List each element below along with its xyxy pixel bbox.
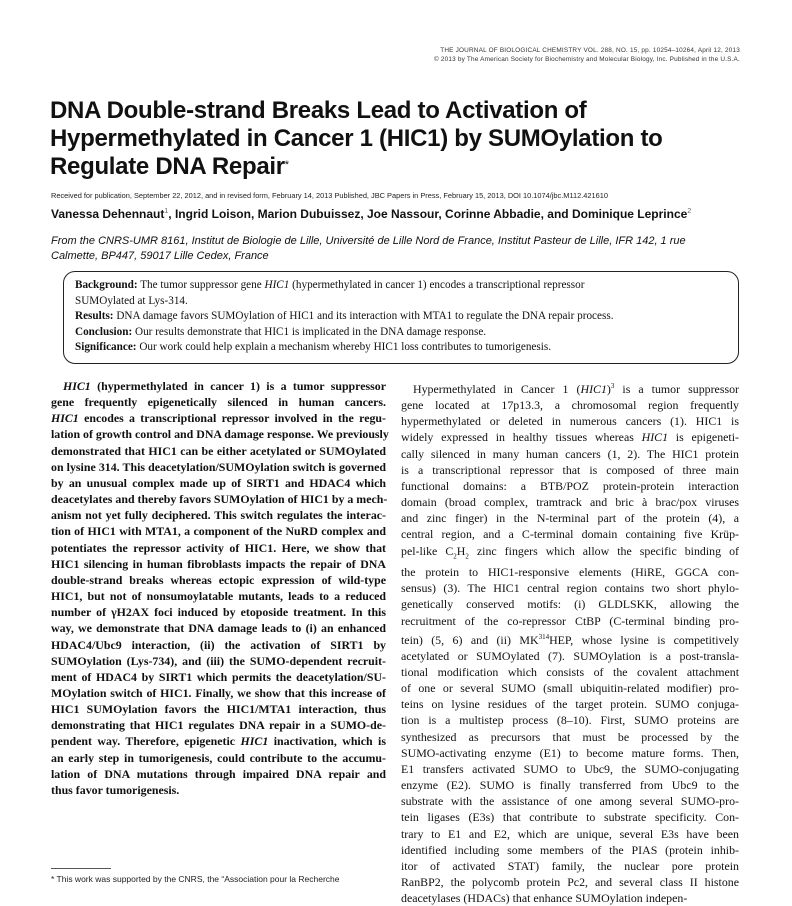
intro-line: RanBP2, the polycomb protein Pc2, and several class II histone	[401, 875, 739, 889]
background-gene: HIC1	[264, 279, 290, 291]
intro-line: widely expressed in healthy tissues whereas HIC1 is epigeneti-	[401, 430, 739, 445]
background-text-post: (hypermethylated in cancer 1) encodes a transcriptional repressor	[289, 279, 585, 291]
received-line: Received for publication, September 22, 2012, and in revised form, February 14, 2013 Published, JBC Papers in Press, February 15, 2013, DOI 10.1074/jbc.M112.421610	[51, 191, 608, 200]
abstract-line: tion of HIC1 with MTA1, a component of the NuRD complex and	[51, 524, 386, 539]
abstract-line: SUMOylation (Lys-734), and (iii) the SUMO-dependent recruit-	[51, 653, 386, 668]
abstract-line: HIC1 silencing in human fibroblasts impacts the repair of DNA	[51, 556, 386, 571]
summary-background-line2: SUMOylated at Lys-314.	[75, 294, 188, 307]
significance-text: Our work could help explain a mechanism whereby HIC1 loss contributes to tumorigenesis.	[139, 341, 552, 353]
author-list: Vanessa Dehennaut$^1$, Ingrid Loison, Marion Dubuissez, Joe Nassour, Corinne Abbadie, and Dominique Leprince$^2$	[51, 207, 692, 221]
title-line-3	[50, 153, 770, 181]
summary-results	[75, 309, 728, 325]
significance-label: Significance:	[75, 341, 137, 353]
intro-line: SUMO-activating enzyme (E1) to become mature forms. Then,	[401, 745, 739, 760]
journal-citation: THE JOURNAL OF BIOLOGICAL CHEMISTRY VOL. 288, NO. 15, pp. 10254–10264, April 12, 2013	[440, 47, 740, 54]
abstract-line: deacetylates and thereby favors SUMOylation of HIC1 by a mech-	[51, 492, 388, 507]
author-name: Corinne Abbadie	[445, 207, 541, 221]
intro-line: synthesized as precursors that must be processed by the	[401, 729, 739, 744]
journal-header	[330, 46, 740, 64]
abstract-line: by an unusual complex made up of SIRT1 and HDAC4 which	[51, 475, 386, 490]
author-name: Joe Nassour	[367, 207, 439, 221]
abstract-column	[51, 378, 389, 798]
abstract-line: gene frequently epigenetically silenced in human cancers.	[51, 395, 386, 410]
footnote-rule	[51, 868, 111, 869]
summary-significance	[75, 340, 728, 356]
intro-line: sensus) (3). The HIC1 central region contains two short phylo-	[401, 581, 739, 596]
abstract-line: anism not yet fully deciphered. This switch regulates the interac-	[51, 508, 386, 523]
introduction-column	[401, 378, 739, 906]
intro-line: tein ligases (E3s) that contribute to substrate specificity. Con-	[401, 810, 739, 825]
author-name: Dominique Leprince	[571, 207, 688, 221]
abstract-line: lation of DNA mutations through impaired DNA repair and	[51, 766, 386, 781]
intro-line: Hypermethylated in Cancer 1 $(HIC1)^3$ is a tumor suppressor	[413, 381, 739, 396]
abstract-line: way, we demonstrate that DNA damage leads to (i) an enhanced	[51, 621, 386, 636]
article-title	[50, 97, 770, 181]
abstract-line: pendent way. Therefore, epigenetic HIC1 inactivation, which is	[51, 734, 386, 749]
results-text: DNA damage favors SUMOylation of HIC1 and its interaction with MTA1 to regulate the DNA repair process.	[116, 310, 614, 322]
abstract-line: demonstrating that HIC1 regulates DNA repair in a SUMO-de-	[51, 718, 386, 733]
abstract-line: HIC1 SUMOylation favors the HIC1/MTA1 interaction, thus	[51, 702, 386, 717]
title-line-1: DNA Double-strand Breaks Lead to Activation of	[50, 97, 587, 124]
title-line-2: Hypermethylated in Cancer 1 (HIC1) by SUMOylation to	[50, 125, 663, 152]
intro-line: is a transcriptional repressor that is composed of three main	[401, 462, 739, 477]
abstract-line: number of γH2AX foci induced by etoposide treatment. In this	[51, 605, 386, 620]
affiliation-line-1: From the CNRS-UMR 8161, Institut de Biologie de Lille, Université de Lille Nord de France, Institut Pasteur de Lille, IFR 142, 1 rue	[51, 235, 686, 247]
intro-line: hypermethylated or deleted in numerous cancers (1). HIC1 is	[401, 414, 739, 429]
abstract-line: HIC1 encodes a transcriptional repressor involved in the regu-	[51, 411, 386, 426]
intro-line: recruitment of the co-repressor CtBP (C-terminal binding pro-	[401, 613, 739, 628]
affiliation	[51, 234, 751, 264]
affiliation-line-2: Calmette, BP447, 59017 Lille Cedex, France	[51, 250, 269, 262]
summary-background	[75, 278, 728, 294]
abstract-line: HIC1, but not of nonsumoylatable mutants, leads to a reduced	[51, 589, 386, 604]
intro-line: enzyme (E2). SUMO is finally transferred from Ubc9 to the	[401, 778, 739, 793]
background-text: The tumor suppressor gene	[140, 279, 265, 291]
abstract-line: demonstrated that HIC1 can be either acetylated or SUMOylated	[51, 443, 386, 458]
intro-line: and zinc finger) in the N-terminal part of the protein (4), a	[401, 511, 739, 526]
intro-line: E1 transfers activated SUMO to Ubc9, the SUMO-conjugating	[401, 761, 739, 776]
author-affiliation-mark: 2	[687, 208, 692, 215]
abstract-line: an early step in tumorigenesis, could contribute to the accumu-	[51, 750, 386, 765]
abstract-line: double-strand breaks whereas ectopic expression of wild-type	[51, 572, 386, 587]
intro-line: functional domains: a BTB/POZ protein-protein interaction	[401, 478, 739, 493]
conclusion-text: Our results demonstrate that HIC1 is implicated in the DNA damage response.	[135, 325, 487, 338]
intro-line: trary to E1 and E2, which are unique, several E3s have been	[401, 826, 739, 841]
author-name: Vanessa Dehennaut	[51, 207, 165, 221]
intro-line: itor of activated STAT) family, the nuclear pore protein	[401, 858, 739, 873]
intro-line: acetylated or SUMOylated (7). SUMOylation is a post-transla-	[401, 648, 739, 663]
intro-line: identified including some members of the PIAS (protein inhib-	[401, 842, 739, 857]
title-footnote-mark: *	[284, 159, 289, 171]
intro-line: the protein to HIC1-responsive elements (HiRE, GGCA con-	[401, 565, 739, 580]
abstract-line: on lysine 314. This deacetylation/SUMOylation switch is governed	[51, 459, 386, 474]
abstract-line: thus favor tumorigenesis.	[51, 782, 180, 797]
intro-line: tion is a multistep process (8–10). First, SUMO proteins are	[401, 713, 739, 728]
intro-line: central region, and a C-terminal domain containing five Krüp-	[401, 527, 739, 542]
abstract-line: MOylation switch of HIC1. Finally, we show that this increase of	[51, 685, 386, 700]
abstract-line: lation of growth control and DNA damage response. We previously	[51, 427, 389, 442]
author-name: Marion Dubuissez	[257, 207, 361, 221]
results-label: Results:	[75, 310, 114, 322]
intro-line: deacetylases (HDACs) that enhance SUMOylation indepen-	[401, 891, 688, 906]
intro-line: substrate with the assistance of one among several SUMO-pro-	[401, 794, 739, 809]
conclusion-label: Conclusion:	[75, 325, 133, 338]
intro-line: teins on lysine residues of the target protein. SUMO conjuga-	[401, 697, 739, 712]
intro-line: cally silenced in many human cancers (1, 2). The HIC1 protein	[401, 446, 739, 461]
journal-copyright: © 2013 by The American Society for Biochemistry and Molecular Biology, Inc. Published in the U.S.A.	[434, 56, 740, 63]
summary-conclusion	[75, 325, 728, 341]
abstract-line: potentiates the repressor activity of HIC1. Here, we show that	[51, 540, 386, 555]
abstract-line: HIC1 (hypermethylated in cancer 1) is a tumor suppressor	[63, 379, 386, 393]
intro-line: pel-like $C_2H_2$ zinc fingers which allow the specific binding of	[401, 543, 739, 560]
intro-line: genetically conserved motifs: (i) GLDLSKK, allowing the	[401, 597, 739, 612]
structured-summary-box	[63, 271, 739, 364]
intro-line: of one or several SUMO (small ubiquitin-related modifier) pro-	[401, 681, 739, 696]
intro-line: tional modification which consists of the covalent attachment	[401, 664, 739, 679]
abstract-line: HDAC4/Ubc9 interaction, (ii) the activation of SIRT1 by	[51, 637, 386, 652]
intro-line: gene located at 17p13.3, a chromosomal region frequently	[401, 398, 739, 413]
footnote: * This work was supported by the CNRS, the “Association pour la Recherche	[51, 874, 340, 884]
author-affiliation-mark: 1	[164, 208, 169, 215]
background-label: Background:	[75, 279, 138, 291]
abstract-line: ment of HDAC4 by SIRT1 which permits the deacetylation/SU-	[51, 669, 386, 684]
intro-line: tein) (5, 6) and (ii) MK$^{314}$HEP, whose lysine is competitively	[401, 632, 740, 647]
intro-line: domain (broad complex, tramtrack and bric à brac/pox viruses	[401, 495, 739, 510]
title-line-3-text: Regulate DNA Repair	[50, 153, 285, 180]
author-name: Ingrid Loison	[174, 207, 251, 221]
